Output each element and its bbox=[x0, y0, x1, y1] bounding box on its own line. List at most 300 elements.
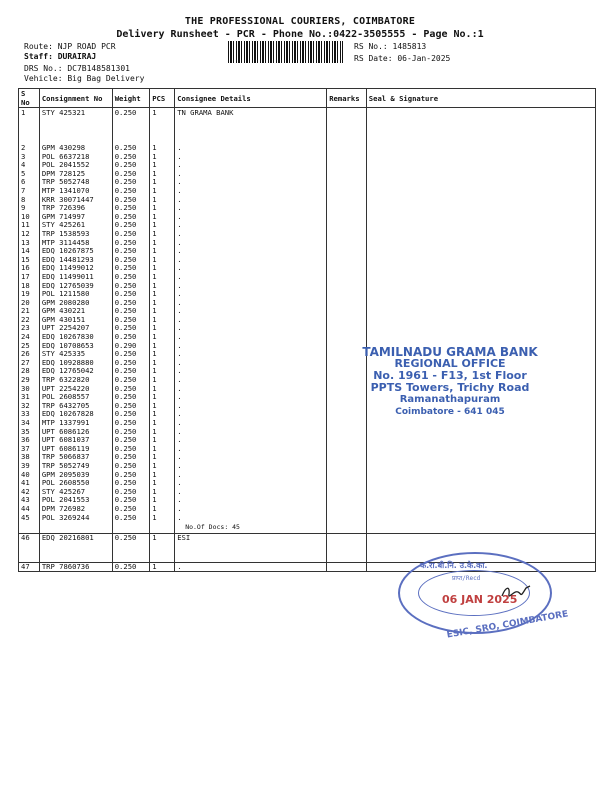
row-seal bbox=[366, 324, 595, 333]
row-pcs: 1 bbox=[150, 453, 175, 462]
row-consignment: KRR 30071447 bbox=[39, 196, 112, 205]
row-sno: 8 bbox=[19, 196, 40, 205]
table-row bbox=[19, 436, 596, 445]
row-seal bbox=[366, 264, 595, 273]
row-consignment: TRP 5066837 bbox=[39, 453, 112, 462]
row-sno: 22 bbox=[19, 316, 40, 325]
row-seal bbox=[366, 428, 595, 437]
row-sno: 12 bbox=[19, 230, 40, 239]
row-consignee: . bbox=[175, 333, 327, 342]
row-consignment: GPM 714997 bbox=[39, 213, 112, 222]
row-remarks bbox=[327, 290, 367, 299]
row-pcs: 1 bbox=[150, 299, 175, 308]
row-consignee: . bbox=[175, 170, 327, 179]
table-row bbox=[19, 445, 596, 454]
row-pcs: 1 bbox=[150, 239, 175, 248]
row-consignment: TRP 5052748 bbox=[39, 178, 112, 187]
row-consignee: . bbox=[175, 144, 327, 153]
row-pcs: 1 bbox=[150, 562, 175, 572]
row-weight: 0.250 bbox=[112, 187, 149, 196]
table-row bbox=[19, 153, 596, 162]
row-remarks bbox=[327, 178, 367, 187]
row-consignee: . bbox=[175, 316, 327, 325]
row-weight: 0.250 bbox=[112, 376, 149, 385]
row-pcs: 1 bbox=[150, 445, 175, 454]
row-sno: 3 bbox=[19, 153, 40, 162]
row-seal bbox=[366, 108, 595, 119]
row-seal bbox=[366, 153, 595, 162]
row-remarks bbox=[327, 562, 367, 572]
row-sno: 13 bbox=[19, 239, 40, 248]
row-sno: 31 bbox=[19, 393, 40, 402]
row-consignee: . bbox=[175, 462, 327, 471]
row-pcs: 1 bbox=[150, 333, 175, 342]
table-row bbox=[19, 453, 596, 462]
row-pcs: 1 bbox=[150, 144, 175, 153]
row-consignee: . bbox=[175, 376, 327, 385]
row-weight: 0.250 bbox=[112, 290, 149, 299]
table-row bbox=[19, 230, 596, 239]
row-pcs: 1 bbox=[150, 410, 175, 419]
row-consignee: . bbox=[175, 299, 327, 308]
row-consignment: POL 3269244 bbox=[39, 514, 112, 523]
table-row bbox=[19, 428, 596, 437]
table-row bbox=[19, 178, 596, 187]
table-body bbox=[19, 108, 596, 572]
row-sno: 28 bbox=[19, 367, 40, 376]
row-sno: 44 bbox=[19, 505, 40, 514]
row-seal bbox=[366, 256, 595, 265]
row-weight: 0.250 bbox=[112, 196, 149, 205]
staff-label: Staff: DURAIRAJ bbox=[24, 52, 97, 61]
row-consignment: GPM 430221 bbox=[39, 307, 112, 316]
row-consignee: . bbox=[175, 273, 327, 282]
bank-stamp-line6: Coimbatore - 641 045 bbox=[395, 407, 505, 417]
row-weight: 0.250 bbox=[112, 299, 149, 308]
row-remarks bbox=[327, 307, 367, 316]
table-spacer bbox=[19, 522, 596, 534]
row-pcs: 1 bbox=[150, 402, 175, 411]
row-seal bbox=[366, 488, 595, 497]
row-remarks bbox=[327, 488, 367, 497]
row-pcs: 1 bbox=[150, 496, 175, 505]
row-consignment: EDQ 20216801 bbox=[39, 534, 112, 543]
row-consignee: . bbox=[175, 204, 327, 213]
row-sno: 2 bbox=[19, 144, 40, 153]
row-sno: 45 bbox=[19, 514, 40, 523]
table-row bbox=[19, 333, 596, 342]
row-seal bbox=[366, 445, 595, 454]
table-row bbox=[19, 282, 596, 291]
row-consignment: POL 2608557 bbox=[39, 393, 112, 402]
row-remarks bbox=[327, 230, 367, 239]
row-pcs: 1 bbox=[150, 290, 175, 299]
row-consignment: DPM 726982 bbox=[39, 505, 112, 514]
row-remarks bbox=[327, 428, 367, 437]
row-sno: 16 bbox=[19, 264, 40, 273]
row-consignment: POL 2041553 bbox=[39, 496, 112, 505]
row-consignment: STY 425267 bbox=[39, 488, 112, 497]
row-pcs: 1 bbox=[150, 273, 175, 282]
row-sno: 9 bbox=[19, 204, 40, 213]
row-pcs: 1 bbox=[150, 471, 175, 480]
row-consignment: TRP 6322820 bbox=[39, 376, 112, 385]
row-pcs: 1 bbox=[150, 256, 175, 265]
row-remarks bbox=[327, 419, 367, 428]
row-remarks bbox=[327, 453, 367, 462]
row-consignee: . bbox=[175, 230, 327, 239]
row-sno: 32 bbox=[19, 402, 40, 411]
row-remarks bbox=[327, 316, 367, 325]
esic-stamp-sub: प्राप्त/Recd bbox=[452, 575, 481, 582]
row-weight: 0.250 bbox=[112, 402, 149, 411]
row-weight: 0.250 bbox=[112, 144, 149, 153]
row-remarks bbox=[327, 496, 367, 505]
row-sno: 42 bbox=[19, 488, 40, 497]
row-weight: 0.250 bbox=[112, 307, 149, 316]
row-weight: 0.250 bbox=[112, 170, 149, 179]
bank-stamp-line1: TAMILNADU GRAMA BANK bbox=[362, 345, 538, 359]
bank-stamp bbox=[350, 346, 550, 418]
table-row bbox=[19, 290, 596, 299]
row-remarks bbox=[327, 161, 367, 170]
row-weight: 0.250 bbox=[112, 333, 149, 342]
row-pcs: 1 bbox=[150, 488, 175, 497]
row-remarks bbox=[327, 299, 367, 308]
row-sno: 5 bbox=[19, 170, 40, 179]
row-seal bbox=[366, 496, 595, 505]
row-pcs: 1 bbox=[150, 376, 175, 385]
table-row bbox=[19, 534, 596, 543]
row-consignment: TRP 1538593 bbox=[39, 230, 112, 239]
table-row bbox=[19, 479, 596, 488]
row-seal bbox=[366, 436, 595, 445]
row-consignee: . bbox=[175, 342, 327, 351]
row-consignee: . bbox=[175, 350, 327, 359]
row-pcs: 1 bbox=[150, 307, 175, 316]
row-consignment: UPT 2254220 bbox=[39, 385, 112, 394]
row-sno: 18 bbox=[19, 282, 40, 291]
table-row bbox=[19, 108, 596, 119]
row-weight: 0.250 bbox=[112, 505, 149, 514]
rs-date: RS Date: 06-Jan-2025 bbox=[354, 54, 451, 63]
row-pcs: 1 bbox=[150, 419, 175, 428]
table-row bbox=[19, 488, 596, 497]
row-sno: 4 bbox=[19, 161, 40, 170]
row-consignee: . bbox=[175, 488, 327, 497]
row-pcs: 1 bbox=[150, 247, 175, 256]
row-pcs: 1 bbox=[150, 221, 175, 230]
row-consignee: . bbox=[175, 496, 327, 505]
row-seal bbox=[366, 453, 595, 462]
drs-label: DRS No.: DC7B148581301 bbox=[24, 64, 130, 73]
row-weight: 0.250 bbox=[112, 410, 149, 419]
row-remarks bbox=[327, 108, 367, 119]
row-sno: 6 bbox=[19, 178, 40, 187]
row-consignee: . bbox=[175, 445, 327, 454]
col-sno: S No bbox=[19, 89, 40, 108]
row-weight: 0.250 bbox=[112, 153, 149, 162]
bank-stamp-line2: REGIONAL OFFICE bbox=[394, 357, 506, 370]
row-consignment: MTP 1337991 bbox=[39, 419, 112, 428]
row-seal bbox=[366, 534, 595, 543]
row-pcs: 1 bbox=[150, 534, 175, 543]
col-remarks: Remarks bbox=[327, 89, 367, 108]
row-pcs: 1 bbox=[150, 108, 175, 119]
row-consignee: ESI bbox=[175, 534, 327, 543]
row-consignee: . bbox=[175, 239, 327, 248]
runsheet-subtitle: Delivery Runsheet - PCR - Phone No.:0422-3505555 - Page No.:1 bbox=[116, 29, 484, 40]
row-pcs: 1 bbox=[150, 282, 175, 291]
table-row bbox=[19, 213, 596, 222]
row-remarks bbox=[327, 239, 367, 248]
row-sno: 27 bbox=[19, 359, 40, 368]
row-consignment: EDQ 11499011 bbox=[39, 273, 112, 282]
row-remarks bbox=[327, 324, 367, 333]
row-pcs: 1 bbox=[150, 264, 175, 273]
row-remarks bbox=[327, 462, 367, 471]
row-consignee: . bbox=[175, 479, 327, 488]
row-consignment: MTP 1341070 bbox=[39, 187, 112, 196]
row-seal bbox=[366, 471, 595, 480]
row-consignment: EDQ 11499012 bbox=[39, 264, 112, 273]
row-consignment: POL 2608550 bbox=[39, 479, 112, 488]
row-sno: 41 bbox=[19, 479, 40, 488]
row-pcs: 1 bbox=[150, 196, 175, 205]
col-pcs: PCS bbox=[150, 89, 175, 108]
row-sno: 14 bbox=[19, 247, 40, 256]
row-consignment: STY 425321 bbox=[39, 108, 112, 119]
row-consignment: TRP 7860736 bbox=[39, 562, 112, 572]
row-remarks bbox=[327, 333, 367, 342]
row-consignment: GPM 2080280 bbox=[39, 299, 112, 308]
row-consignee: . bbox=[175, 514, 327, 523]
row-consignee: . bbox=[175, 428, 327, 437]
row-consignee: . bbox=[175, 282, 327, 291]
row-pcs: 1 bbox=[150, 204, 175, 213]
row-weight: 0.250 bbox=[112, 393, 149, 402]
table-row bbox=[19, 221, 596, 230]
row-consignment: UPT 6081037 bbox=[39, 436, 112, 445]
vehicle-label: Vehicle: Big Bag Delivery bbox=[24, 74, 145, 83]
row-remarks bbox=[327, 471, 367, 480]
row-remarks bbox=[327, 247, 367, 256]
row-remarks bbox=[327, 213, 367, 222]
bank-stamp-line4: PPTS Towers, Trichy Road bbox=[370, 381, 530, 394]
row-weight: 0.250 bbox=[112, 445, 149, 454]
row-consignee: . bbox=[175, 187, 327, 196]
table-row bbox=[19, 239, 596, 248]
row-pcs: 1 bbox=[150, 350, 175, 359]
row-remarks bbox=[327, 144, 367, 153]
row-pcs: 1 bbox=[150, 187, 175, 196]
row-remarks bbox=[327, 264, 367, 273]
table-header-row bbox=[19, 89, 596, 108]
table-row bbox=[19, 264, 596, 273]
row-seal bbox=[366, 196, 595, 205]
row-consignee: . bbox=[175, 256, 327, 265]
row-weight: 0.250 bbox=[112, 316, 149, 325]
row-weight: 0.250 bbox=[112, 419, 149, 428]
row-pcs: 1 bbox=[150, 462, 175, 471]
row-consignee: . bbox=[175, 436, 327, 445]
row-consignment: UPT 2254207 bbox=[39, 324, 112, 333]
row-pcs: 1 bbox=[150, 178, 175, 187]
row-consignment: UPT 6086126 bbox=[39, 428, 112, 437]
row-weight: 0.250 bbox=[112, 562, 149, 572]
row-consignment: GPM 430151 bbox=[39, 316, 112, 325]
row-weight: 0.250 bbox=[112, 534, 149, 543]
row-pcs: 1 bbox=[150, 359, 175, 368]
row-seal bbox=[366, 419, 595, 428]
row-weight: 0.250 bbox=[112, 385, 149, 394]
table-row bbox=[19, 514, 596, 523]
row-seal bbox=[366, 316, 595, 325]
table-row bbox=[19, 307, 596, 316]
row-consignee: . bbox=[175, 453, 327, 462]
company-title: THE PROFESSIONAL COURIERS, COIMBATORE bbox=[184, 16, 416, 27]
row-weight: 0.250 bbox=[112, 324, 149, 333]
row-sno: 37 bbox=[19, 445, 40, 454]
row-seal bbox=[366, 247, 595, 256]
row-pcs: 1 bbox=[150, 342, 175, 351]
row-pcs: 1 bbox=[150, 316, 175, 325]
row-sno: 23 bbox=[19, 324, 40, 333]
row-consignee: . bbox=[175, 419, 327, 428]
row-consignee: . bbox=[175, 264, 327, 273]
row-sno: 38 bbox=[19, 453, 40, 462]
row-sno: 11 bbox=[19, 221, 40, 230]
row-consignment: EDQ 12765039 bbox=[39, 282, 112, 291]
row-seal bbox=[366, 282, 595, 291]
row-sno: 40 bbox=[19, 471, 40, 480]
row-consignee: . bbox=[175, 196, 327, 205]
table-row bbox=[19, 196, 596, 205]
row-weight: 0.250 bbox=[112, 204, 149, 213]
table-row bbox=[19, 505, 596, 514]
col-seal: Seal & Signature bbox=[366, 89, 595, 108]
signature-mark bbox=[500, 582, 532, 604]
row-seal bbox=[366, 178, 595, 187]
row-pcs: 1 bbox=[150, 514, 175, 523]
row-seal bbox=[366, 170, 595, 179]
row-pcs: 1 bbox=[150, 385, 175, 394]
row-consignee: . bbox=[175, 359, 327, 368]
row-weight: 0.250 bbox=[112, 471, 149, 480]
row-weight: 0.250 bbox=[112, 247, 149, 256]
row-seal bbox=[366, 213, 595, 222]
row-consignee: . bbox=[175, 153, 327, 162]
row-pcs: 1 bbox=[150, 213, 175, 222]
row-consignee: . bbox=[175, 247, 327, 256]
row-weight: 0.250 bbox=[112, 273, 149, 282]
row-remarks bbox=[327, 514, 367, 523]
row-pcs: 1 bbox=[150, 230, 175, 239]
row-remarks bbox=[327, 534, 367, 543]
row-sno: 7 bbox=[19, 187, 40, 196]
row-sno: 26 bbox=[19, 350, 40, 359]
row-consignee: . bbox=[175, 307, 327, 316]
row-weight: 0.250 bbox=[112, 264, 149, 273]
table-row bbox=[19, 170, 596, 179]
row-consignment: MTP 3114458 bbox=[39, 239, 112, 248]
row-seal bbox=[366, 290, 595, 299]
row-sno: 34 bbox=[19, 419, 40, 428]
row-weight: 0.250 bbox=[112, 359, 149, 368]
row-seal bbox=[366, 161, 595, 170]
esic-stamp-bottom: ESIC, SRO, COIMBATORE bbox=[446, 609, 570, 641]
row-weight: 0.250 bbox=[112, 178, 149, 187]
row-consignment: EDQ 10267875 bbox=[39, 247, 112, 256]
col-consignment: Consignment No bbox=[39, 89, 112, 108]
row-weight: 0.250 bbox=[112, 282, 149, 291]
row-consignee: . bbox=[175, 213, 327, 222]
docs-count: No.Of Docs: 45 bbox=[175, 522, 327, 534]
row-weight: 0.250 bbox=[112, 488, 149, 497]
route-label: Route: NJP ROAD PCR bbox=[24, 42, 116, 51]
row-sno: 46 bbox=[19, 534, 40, 543]
row-remarks bbox=[327, 187, 367, 196]
row-remarks bbox=[327, 204, 367, 213]
row-weight: 0.250 bbox=[112, 428, 149, 437]
row-consignment: EDQ 10708653 bbox=[39, 342, 112, 351]
row-consignee: TN GRAMA BANK bbox=[175, 108, 327, 119]
row-seal bbox=[366, 462, 595, 471]
row-consignment: EDQ 10928880 bbox=[39, 359, 112, 368]
table-spacer bbox=[19, 118, 596, 144]
row-consignment: POL 6637218 bbox=[39, 153, 112, 162]
row-consignee: . bbox=[175, 221, 327, 230]
row-remarks bbox=[327, 153, 367, 162]
row-consignee: . bbox=[175, 178, 327, 187]
row-weight: 0.250 bbox=[112, 239, 149, 248]
row-seal bbox=[366, 273, 595, 282]
row-consignee: . bbox=[175, 367, 327, 376]
esic-stamp-top: क.रा.बी.नि. उ.के.का. bbox=[420, 561, 488, 570]
col-weight: Weight bbox=[112, 89, 149, 108]
row-weight: 0.250 bbox=[112, 221, 149, 230]
row-pcs: 1 bbox=[150, 428, 175, 437]
row-sno: 33 bbox=[19, 410, 40, 419]
row-weight: 0.250 bbox=[112, 479, 149, 488]
row-weight: 0.250 bbox=[112, 350, 149, 359]
row-remarks bbox=[327, 282, 367, 291]
row-consignee: . bbox=[175, 290, 327, 299]
table-row bbox=[19, 247, 596, 256]
table-row bbox=[19, 187, 596, 196]
row-pcs: 1 bbox=[150, 436, 175, 445]
row-consignment: POL 1211580 bbox=[39, 290, 112, 299]
table-row bbox=[19, 471, 596, 480]
table-row bbox=[19, 144, 596, 153]
row-seal bbox=[366, 230, 595, 239]
row-consignee: . bbox=[175, 505, 327, 514]
row-sno: 43 bbox=[19, 496, 40, 505]
row-weight: 0.250 bbox=[112, 213, 149, 222]
row-pcs: 1 bbox=[150, 161, 175, 170]
row-seal bbox=[366, 479, 595, 488]
row-consignment: EDQ 10267828 bbox=[39, 410, 112, 419]
table-row bbox=[19, 462, 596, 471]
row-sno: 47 bbox=[19, 562, 40, 572]
row-weight: 0.250 bbox=[112, 256, 149, 265]
row-remarks bbox=[327, 505, 367, 514]
row-seal bbox=[366, 204, 595, 213]
table-row bbox=[19, 299, 596, 308]
table-row bbox=[19, 273, 596, 282]
row-seal bbox=[366, 187, 595, 196]
row-sno: 24 bbox=[19, 333, 40, 342]
